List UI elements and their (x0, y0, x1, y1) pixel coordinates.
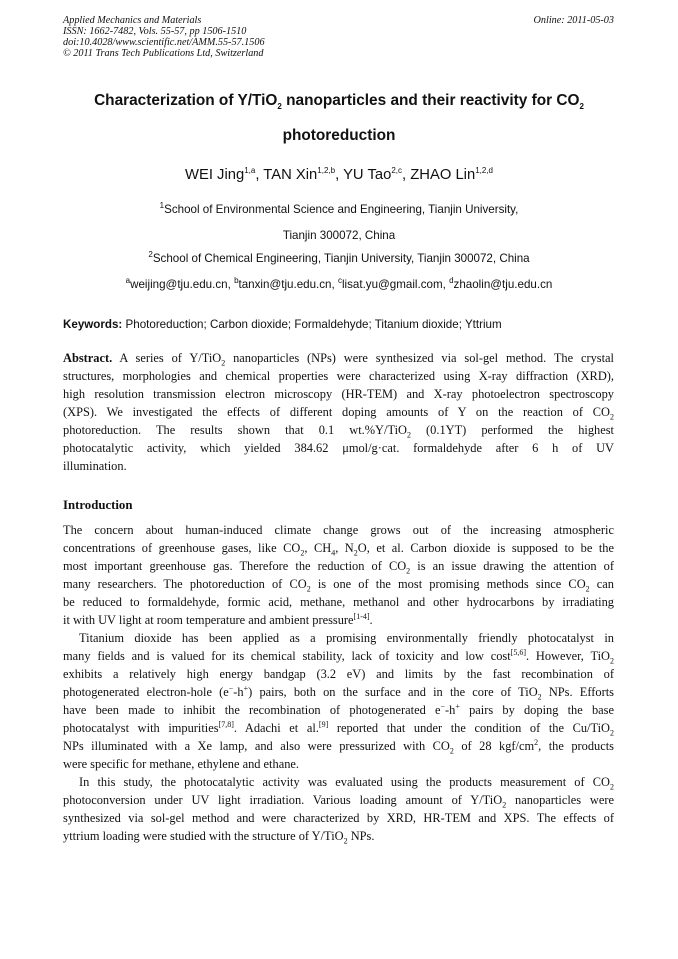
keywords-label: Keywords: (63, 318, 123, 331)
doi-line: doi:10.4028/www.scientific.net/AMM.55-57.1506 (63, 37, 265, 48)
author-emails: $^a$weijing@tju.edu.cn, $^b$tanxin@tju.edu.cn, $^c$lisat.yu@gmail.com, $^d$zhaolin@tju.edu.cn (125, 276, 553, 291)
abstract-line: high resolution transmission electron microscopy (HR-TEM) and X-ray photoelectron spectroscopy (63, 387, 614, 401)
keywords (63, 318, 502, 331)
email-a[interactable]: weijing@tju.edu.cn (130, 278, 228, 291)
intro-line: many fields and is valued for its chemical stability, lack of toxicity and low cost[5,6]. However, TiO$_2$ (63, 647, 614, 666)
intro-line: were specific for methane, ethylene and ethane. (63, 757, 299, 771)
abstract-line: structures, morphologies and chemical properties were characterized using X-ray diffraction (XRD), (63, 369, 614, 383)
abstract-line: photoreduction. The results shown that 0.1 wt.%Y/TiO$_2$ (0.1YT) performed the highest (63, 423, 614, 440)
intro-line: photocatalyst with impurities[7,8]. Adachi et al.[9] reported that under the condition of the Cu/TiO$_2$ (63, 719, 614, 738)
intro-line: concentrations of greenhouse gases, like $CO_2$, $CH_4$, $N_2O$, et al. Carbon dioxide is supposed to be the (63, 541, 614, 558)
intro-line: photogenerated electron-hole (e−-h+) pairs, both on the surface and in the core of TiO$_2$ NPs. Efforts (63, 683, 614, 702)
intro-line: NPs illuminated with a Xe lamp, and also were pressurized with $CO_2$ of 28 kgf/$cm^2$, the products (63, 737, 614, 756)
email-d[interactable]: zhaolin@tju.edu.cn (453, 278, 553, 291)
intro-line: yttrium loading were studied with the structure of Y/TiO$_2$ NPs. (63, 829, 375, 846)
abstract-line: (XPS). We investigated the effects of different doping amounts of Y on the reaction of $CO_2$ (63, 405, 614, 422)
intro-line: have been made to inhibit the recombination of photogenerated e−-h+ pairs by doping the base (63, 701, 614, 717)
affiliation-1-city: Tianjin 300072, China (282, 229, 396, 242)
journal-header (63, 15, 265, 59)
intro-line: most important greenhouse gas. Therefore the reduction of $CO_2$ is an issue drawing the attention of (63, 559, 615, 576)
keywords-text: Photoreduction; Carbon dioxide; Formaldehyde; Titanium dioxide; Yttrium (125, 318, 502, 331)
section-heading-introduction: Introduction (63, 498, 133, 512)
issn-line: ISSN: 1662-7482, Vols. 55-57, pp 1506-1510 (63, 26, 247, 37)
author-list: WEI Jing$^{1,a}$, TAN Xin$^{1,2,b}$, YU Tao$^{2,c}$, ZHAO Lin$^{1,2,d}$ (185, 166, 493, 183)
paper-title-line-1: Characterization of Y/TiO$_2$ nanoparticles and their reactivity for $CO_2$ (94, 92, 584, 112)
journal-name: Applied Mechanics and Materials (63, 15, 202, 26)
intro-line: be reduced to formaldehyde, formic acid, methane, methanol and other hydrocarbons by irradiating (63, 595, 614, 609)
intro-line: many researchers. The photoreduction of $CO_2$ is one of the most promising methods since $CO_2$ can (63, 577, 614, 594)
copyright-line: © 2011 Trans Tech Publications Ltd, Switzerland (63, 48, 264, 59)
abstract-line: illumination. (63, 459, 127, 473)
abstract-line: Abstract. A series of Y/TiO$_2$ nanoparticles (NPs) were synthesized via sol-gel method. The crystal (63, 351, 615, 368)
intro-line: it with UV light at room temperature and ambient pressure[1-4]. (63, 611, 373, 627)
intro-line: exhibits a relatively high energy bandgap (3.2 eV) and limits by the fast recombination of (63, 667, 614, 681)
email-b[interactable]: tanxin@tju.edu.cn (238, 278, 332, 291)
online-date: Online: 2011-05-03 (533, 15, 614, 26)
abstract-line: photocatalytic activity, which yielded 384.62 μmol/g·cat. formaldehyde after 6 h of UV (63, 441, 614, 455)
paper-title-line-2: photoreduction (282, 127, 396, 144)
intro-line: synthesized via sol-gel method and were characterized by XRD, HR-TEM and XPS. The effects of (63, 811, 614, 825)
email-c[interactable]: lisat.yu@gmail.com (341, 278, 443, 291)
intro-line: photoconversion under UV light irradiation. Various loading amount of Y/TiO$_2$ nanoparticles were (63, 793, 614, 810)
affiliation-2: $^2$School of Chemical Engineering, Tianjin University, Tianjin 300072, China (148, 250, 530, 265)
intro-line: In this study, the photocatalytic activity was evaluated using the products measurement of $CO_2$ (79, 775, 614, 792)
affiliation-1: $^1$School of Environmental Science and Engineering, Tianjin University, (159, 201, 519, 216)
intro-line: Titanium dioxide has been applied as a promising environmentally friendly photocatalyst in (79, 631, 614, 645)
intro-line: The concern about human-induced climate change grows out of the increasing atmospheric (63, 523, 614, 537)
